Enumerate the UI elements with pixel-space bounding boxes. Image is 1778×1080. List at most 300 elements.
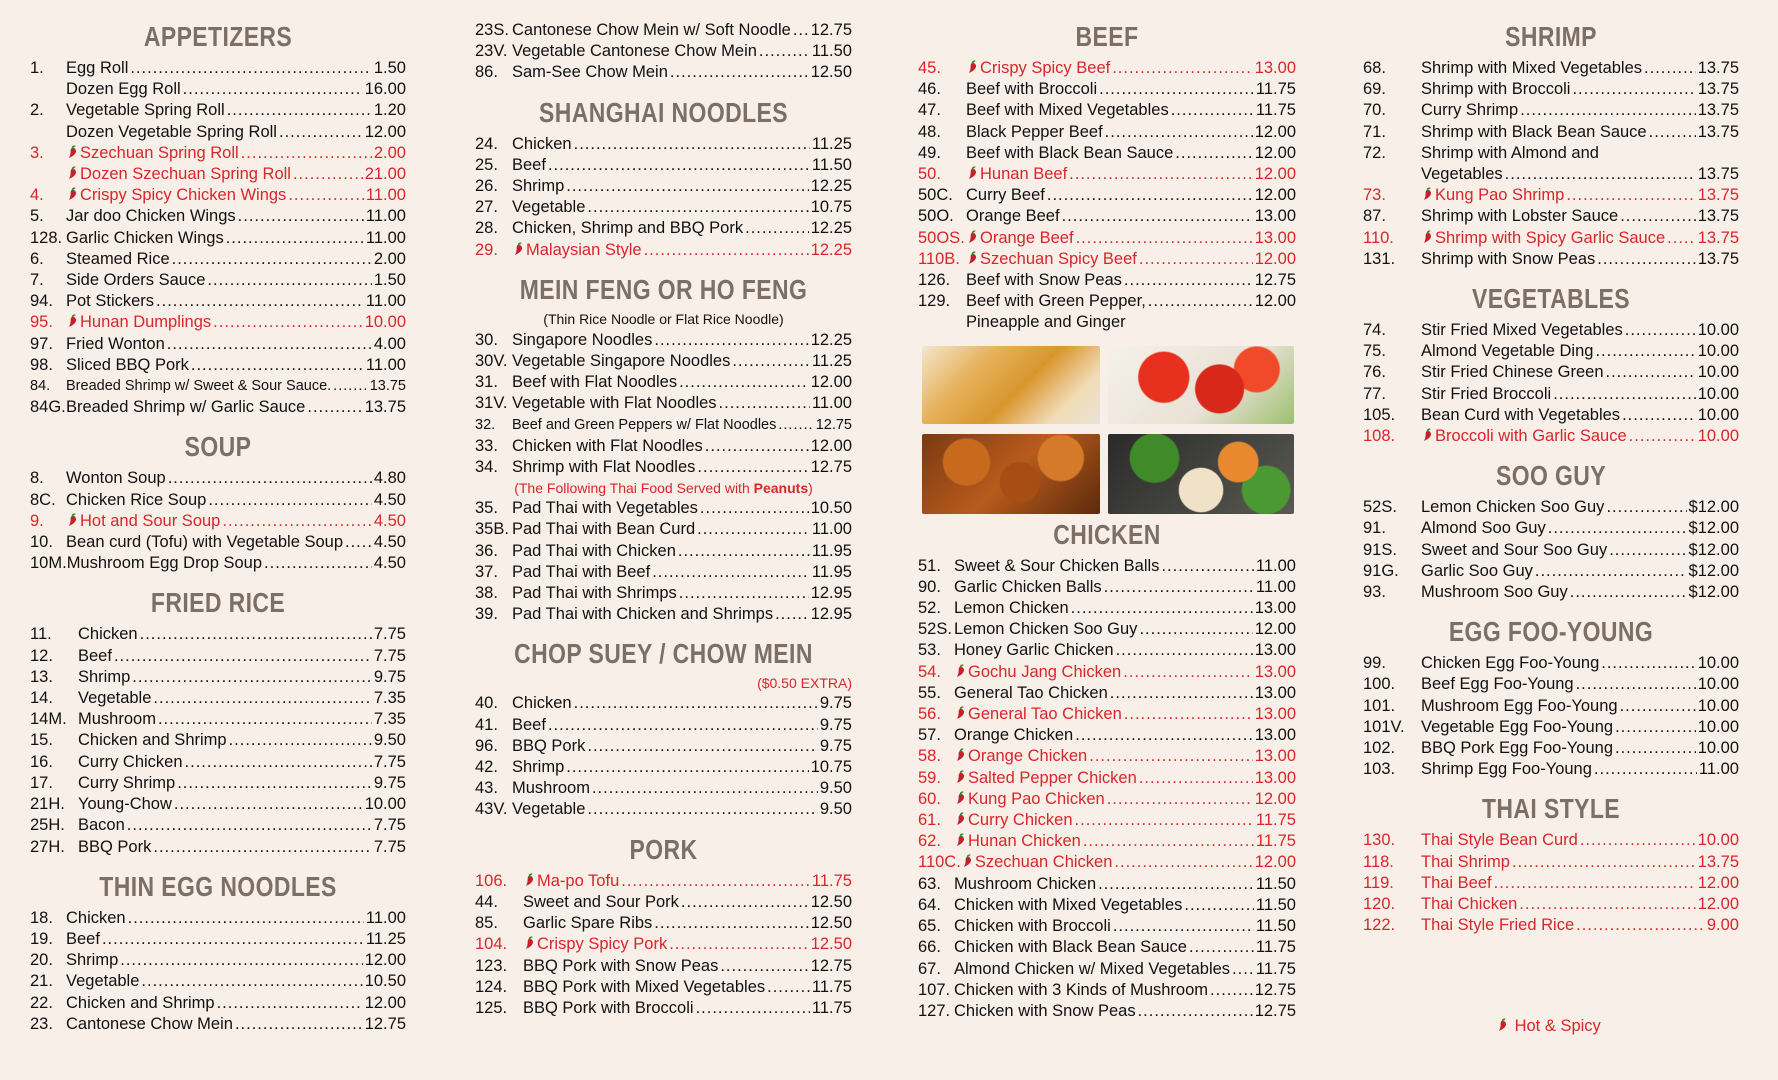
item-name-text: Curry Beef — [966, 186, 1045, 205]
item-name-text: Jar doo Chicken Wings — [66, 207, 236, 226]
menu-item — [475, 155, 852, 176]
item-number: 90. — [918, 577, 941, 596]
menu-item — [30, 624, 406, 645]
chili-pepper-icon — [961, 853, 974, 867]
item-name-text: General Tao Chicken — [954, 683, 1108, 702]
item-name-text: Breaded Shrimp w/ Garlic Sauce — [66, 398, 306, 417]
item-name — [78, 837, 151, 858]
item-price: 13.75 — [1697, 165, 1739, 184]
item-name-text: Chicken — [78, 625, 138, 644]
item-name — [1421, 79, 1570, 100]
leader-dots — [697, 519, 810, 540]
menu-item — [30, 709, 406, 730]
item-name-text: Thai Style Fried Rice — [1421, 916, 1575, 935]
item-number: 72. — [1363, 143, 1386, 162]
leader-dots — [114, 646, 372, 667]
item-price: 13.00 — [1254, 641, 1296, 660]
item-name — [66, 291, 154, 312]
item-number: 40. — [475, 694, 498, 713]
item-price: 13.00 — [1254, 228, 1296, 247]
menu-item — [1363, 915, 1739, 936]
item-name-text: Shrimp with Broccoli — [1421, 80, 1571, 99]
leader-dots — [587, 799, 817, 820]
item-price: 10.00 — [1697, 384, 1739, 403]
item-number: 47. — [918, 101, 941, 120]
item-name — [512, 757, 564, 778]
item-price: 4.80 — [373, 469, 406, 488]
menu-item — [918, 270, 1296, 291]
item-number: 120. — [1363, 895, 1396, 914]
item-name-text: Stir Fried Broccoli — [1421, 384, 1552, 403]
item-number: 42. — [475, 758, 498, 777]
item-price: 12.75 — [810, 21, 852, 39]
menu-item — [30, 532, 406, 553]
item-name-text: Vegetable — [78, 689, 152, 708]
item-name-text: Shrimp with Flat Noodles — [512, 458, 696, 477]
leader-dots — [759, 41, 810, 62]
menu-item — [30, 355, 406, 376]
item-name-text: Steamed Rice — [66, 249, 170, 268]
item-name-text: Chicken with Black Bean Sauce — [954, 938, 1187, 957]
item-number: 6. — [30, 249, 44, 268]
item-price: 2.00 — [373, 143, 406, 162]
leader-dots — [1114, 852, 1252, 873]
menu-item — [475, 519, 852, 540]
item-number: 104. — [475, 935, 508, 954]
item-number: 28. — [475, 219, 498, 238]
leader-dots — [1601, 653, 1695, 674]
section-title: PORK — [629, 833, 698, 865]
menu-item — [475, 62, 852, 83]
item-price: 21.00 — [364, 165, 406, 184]
chili-pepper-icon — [954, 769, 967, 783]
chili-pepper-icon — [954, 811, 967, 825]
item-price: 13.75 — [1697, 249, 1739, 268]
item-price: 13.75 — [1697, 59, 1739, 77]
menu-item — [30, 794, 406, 815]
food-photos — [922, 346, 1296, 514]
menu-section — [30, 870, 406, 1035]
item-name — [954, 662, 1121, 683]
item-name-text: Sliced BBQ Pork — [66, 355, 189, 374]
menu-item — [1363, 582, 1739, 603]
item-price: 7.75 — [373, 837, 406, 856]
item-price: 11.50 — [1255, 917, 1296, 936]
item-name-text: Honey Garlic Chicken — [954, 641, 1114, 660]
item-name-text: Beef — [512, 155, 546, 174]
item-number: 14M. — [30, 710, 67, 729]
menu-item — [1363, 852, 1739, 873]
item-name — [512, 155, 546, 176]
menu-item — [918, 143, 1296, 164]
item-name-text: Almond Soo Guy — [1421, 519, 1546, 538]
item-number: 68. — [1363, 59, 1386, 77]
item-number: 4. — [30, 186, 44, 205]
section-title: SOUP — [184, 431, 252, 463]
item-number: 74. — [1363, 321, 1386, 340]
item-price: 10.00 — [1697, 739, 1739, 758]
leader-dots — [1644, 58, 1696, 79]
item-number: 119. — [1363, 873, 1394, 892]
item-name — [961, 852, 1113, 873]
leader-dots — [1175, 143, 1252, 164]
menu-section — [30, 586, 406, 857]
item-number: 24. — [475, 134, 498, 153]
item-price: 13.00 — [1254, 59, 1296, 77]
menu-item — [918, 577, 1296, 598]
leader-dots — [333, 376, 368, 397]
item-name — [966, 58, 1110, 79]
item-price: 12.50 — [810, 935, 852, 954]
item-name — [66, 100, 225, 121]
leader-dots — [1047, 185, 1253, 206]
leader-dots — [130, 58, 372, 79]
item-price: 9.50 — [819, 779, 852, 798]
item-name — [1421, 100, 1518, 121]
item-number: 54. — [918, 662, 941, 681]
item-number: 30V. — [475, 352, 508, 371]
item-name — [1421, 426, 1627, 447]
leader-dots — [621, 871, 810, 892]
item-price: 9.75 — [373, 773, 406, 792]
item-number: 56. — [918, 705, 941, 724]
menu-item — [30, 270, 406, 291]
item-number: 45. — [918, 59, 941, 77]
item-number: 67. — [918, 959, 941, 978]
item-price: 12.00 — [1254, 292, 1296, 311]
item-name — [512, 20, 791, 41]
item-name — [512, 197, 585, 218]
item-price: 13.75 — [1697, 122, 1739, 141]
item-name — [512, 583, 677, 604]
menu-section — [1363, 282, 1739, 447]
item-name — [1421, 341, 1593, 362]
item-name — [66, 164, 291, 185]
section-title: SOO GUY — [1495, 460, 1607, 492]
item-name — [512, 351, 730, 372]
item-number: 50C. — [918, 186, 953, 205]
item-number: 3. — [30, 143, 44, 162]
menu-item — [1363, 58, 1739, 79]
leader-dots — [1548, 518, 1687, 539]
item-number: 26. — [475, 177, 498, 196]
item-price: 7.75 — [373, 646, 406, 665]
leader-dots — [587, 736, 818, 757]
menu-item — [475, 176, 852, 197]
item-name — [1421, 717, 1613, 738]
item-name-text: Stir Fried Mixed Vegetables — [1421, 321, 1623, 340]
menu-item — [918, 789, 1296, 810]
item-name-text: Chicken and Shrimp — [66, 993, 215, 1012]
item-name-text: Vegetable — [512, 198, 586, 217]
menu-item — [475, 498, 852, 519]
menu-item — [918, 185, 1296, 206]
item-name-text: Bacon — [78, 816, 125, 835]
item-number: 125. — [475, 998, 508, 1017]
menu-item — [1363, 79, 1739, 100]
item-number: 48. — [918, 122, 941, 141]
item-price: 1.20 — [373, 101, 406, 120]
item-name-text: Beef — [78, 646, 112, 665]
item-price: 13.00 — [1254, 683, 1296, 702]
item-number: 66. — [918, 938, 941, 957]
item-price: 4.50 — [373, 490, 406, 509]
item-price: 11.00 — [365, 292, 406, 311]
item-name-text: Pad Thai with Vegetables — [512, 499, 698, 518]
item-name-text: Hot and Sour Soup — [80, 511, 221, 530]
item-price: 10.75 — [810, 758, 852, 777]
section-title: CHICKEN — [1053, 518, 1161, 550]
item-price: 9.75 — [819, 694, 852, 713]
chili-pepper-icon — [954, 832, 967, 846]
item-name — [512, 176, 564, 197]
item-name — [954, 768, 1137, 789]
item-name — [1421, 122, 1647, 143]
leader-dots — [102, 929, 364, 950]
item-number: 38. — [475, 584, 498, 603]
item-price: 12.25 — [810, 240, 852, 259]
menu-item — [475, 799, 852, 820]
item-number: 17. — [30, 773, 53, 792]
item-name — [78, 624, 138, 645]
item-number: 85. — [475, 914, 498, 933]
item-name — [512, 134, 572, 155]
chili-pepper-icon — [66, 313, 79, 327]
item-number: 12. — [30, 646, 53, 665]
item-price: 11.00 — [365, 908, 406, 927]
item-number: 8. — [30, 469, 44, 488]
item-price: 10.75 — [810, 198, 852, 217]
menu-item — [918, 959, 1296, 980]
menu-item — [30, 773, 406, 794]
item-name-text: Ma-po Tofu — [537, 871, 620, 890]
item-name — [512, 498, 698, 519]
menu-item — [475, 736, 852, 757]
item-name — [954, 577, 1102, 598]
leader-dots — [679, 583, 809, 604]
menu-item — [475, 604, 852, 625]
item-name — [512, 519, 695, 540]
item-name — [954, 640, 1114, 661]
item-name-text: Chicken with Flat Noodles — [512, 436, 703, 455]
item-name — [954, 598, 1069, 619]
item-number: 52S. — [918, 620, 952, 639]
leader-dots — [778, 415, 813, 436]
menu-section — [475, 833, 852, 1019]
item-price: 11.00 — [1698, 760, 1739, 779]
item-number: 106. — [475, 871, 508, 890]
item-name — [512, 62, 668, 83]
leader-dots — [132, 667, 372, 688]
item-number: 35B. — [475, 520, 509, 539]
item-number: 2. — [30, 101, 44, 120]
leader-dots — [141, 971, 362, 992]
leader-dots — [293, 164, 363, 185]
item-price: 13.00 — [1254, 726, 1296, 745]
leader-dots — [1210, 980, 1253, 1001]
leader-dots — [167, 334, 372, 355]
item-number: 19. — [30, 929, 53, 948]
leader-dots — [697, 457, 808, 478]
menu-item — [918, 831, 1296, 852]
leader-dots — [207, 270, 371, 291]
item-number: 63. — [918, 874, 941, 893]
menu-item — [475, 393, 852, 414]
item-name-text: BBQ Pork Egg Foo-Young — [1421, 739, 1614, 758]
item-price: 10.00 — [364, 313, 406, 332]
menu-item — [918, 725, 1296, 746]
item-price: 10.00 — [1697, 675, 1739, 694]
item-name-text: Bean curd (Tofu) with Vegetable Soup — [66, 533, 344, 552]
item-price: 10.50 — [810, 499, 852, 518]
item-name-text: Curry Shrimp — [78, 773, 176, 792]
sweet-sour-chicken-photo — [1108, 346, 1294, 424]
item-name-text: BBQ Pork with Snow Peas — [523, 956, 719, 975]
item-price: 12.00 — [1254, 165, 1296, 184]
leader-dots — [1580, 830, 1696, 851]
item-price: 12.75 — [810, 458, 852, 477]
item-name — [954, 959, 1230, 980]
item-name-text: Pad Thai with Shrimps — [512, 584, 677, 603]
leader-dots — [1112, 58, 1252, 79]
item-name — [954, 704, 1122, 725]
item-number: 44. — [475, 892, 498, 911]
item-name-text: Mushroom Soo Guy — [1421, 583, 1568, 602]
item-name — [954, 937, 1187, 958]
menu-item — [1363, 185, 1739, 206]
item-name — [66, 929, 100, 950]
item-number: 53. — [918, 641, 941, 660]
item-name — [78, 646, 112, 667]
menu-item — [475, 977, 852, 998]
item-name — [1421, 206, 1618, 227]
item-name — [1421, 540, 1607, 561]
item-name-text: Shrimp with Spicy Garlic Sauce — [1435, 228, 1666, 247]
item-name — [1421, 830, 1578, 851]
item-name — [1421, 738, 1613, 759]
item-name-text: Orange Beef — [966, 207, 1060, 226]
item-number: 129. — [918, 292, 951, 311]
item-price: 12.00 — [1254, 143, 1296, 162]
leader-dots — [1597, 249, 1695, 270]
item-number: 131. — [1363, 249, 1396, 268]
item-price: 10.00 — [1697, 427, 1739, 446]
menu-item — [918, 249, 1296, 270]
menu-section — [918, 518, 1296, 1022]
item-name-text: Kung Pao Shrimp — [1435, 186, 1565, 205]
item-name-text: Crispy Spicy Beef — [980, 59, 1111, 77]
item-price: $12.00 — [1688, 519, 1739, 538]
item-name-text: Beef with Mixed Vegetables — [966, 101, 1169, 120]
leader-dots — [719, 393, 810, 414]
leader-dots — [1494, 873, 1696, 894]
menu-column-3 — [918, 20, 1296, 1034]
item-name-text: Beef with Broccoli — [966, 80, 1098, 99]
item-price: 11.75 — [1255, 80, 1296, 99]
item-number: 7. — [30, 271, 44, 290]
item-price: 12.00 — [1254, 122, 1296, 141]
menu-item — [918, 895, 1296, 916]
item-number: 110C. — [918, 853, 961, 872]
item-name — [66, 971, 139, 992]
menu-section — [475, 20, 852, 84]
note-bold: Peanuts — [753, 480, 809, 497]
item-number: 77. — [1363, 384, 1386, 403]
menu-item — [475, 562, 852, 583]
leader-dots — [235, 1014, 363, 1035]
item-price: 12.00 — [1254, 186, 1296, 205]
item-name-text: Thai Shrimp — [1421, 852, 1510, 871]
item-name — [512, 778, 590, 799]
menu-item-continued — [1363, 164, 1739, 185]
item-price: 7.75 — [373, 625, 406, 644]
leader-dots — [1069, 164, 1253, 185]
item-name — [66, 376, 331, 397]
menu-item — [30, 291, 406, 312]
item-name-text: Szechuan Spicy Beef — [980, 249, 1137, 268]
item-number: 118. — [1363, 852, 1394, 871]
menu-item — [918, 746, 1296, 767]
item-name-text: Almond Vegetable Ding — [1421, 342, 1594, 361]
item-price: 7.75 — [373, 816, 406, 835]
menu-item — [918, 640, 1296, 661]
leader-dots — [1625, 320, 1696, 341]
item-name-continued: Pineapple and Ginger — [966, 313, 1126, 332]
item-number: 59. — [918, 768, 941, 787]
item-name-text: Shrimp — [66, 951, 119, 970]
item-name — [1421, 759, 1592, 780]
item-name — [1421, 58, 1642, 79]
section-title: CHOP SUEY / CHOW MEIN — [514, 638, 813, 670]
menu-item — [475, 934, 852, 955]
item-number: 108. — [1363, 427, 1396, 446]
item-number: 101V. — [1363, 717, 1405, 736]
leader-dots — [1075, 725, 1252, 746]
item-number: 64. — [918, 895, 941, 914]
item-name — [966, 249, 1137, 270]
item-name-text: Vegetables — [1421, 165, 1503, 184]
menu-item — [475, 757, 852, 778]
menu-item — [30, 752, 406, 773]
item-name-text: Shrimp — [512, 177, 565, 196]
menu-item — [30, 185, 406, 206]
chili-pepper-icon — [954, 663, 967, 677]
item-name-text: Vegetable — [66, 972, 140, 991]
leader-dots — [174, 794, 363, 815]
item-price: 11.75 — [811, 977, 852, 996]
item-name-text: Bean Curd with Vegetables — [1421, 405, 1621, 424]
item-number: 27. — [475, 198, 498, 217]
leader-dots — [1148, 291, 1253, 312]
chili-pepper-icon — [1496, 1018, 1509, 1032]
menu-item — [918, 619, 1296, 640]
leader-dots — [1139, 619, 1252, 640]
item-name-text: Garlic Spare Ribs — [523, 914, 653, 933]
menu-section — [30, 20, 406, 418]
item-price: 13.75 — [364, 398, 406, 417]
menu-item — [475, 998, 852, 1019]
item-price: 11.00 — [811, 520, 852, 539]
menu-section — [475, 637, 852, 820]
menu-item — [30, 837, 406, 858]
item-number: 122. — [1363, 916, 1396, 935]
menu-section — [1363, 792, 1739, 936]
item-price: $12.00 — [1688, 561, 1739, 580]
item-name-text: Mushroom Chicken — [954, 874, 1097, 893]
item-price: 12.50 — [810, 63, 852, 82]
item-price: 4.00 — [373, 334, 406, 353]
item-price: 10.00 — [1697, 831, 1739, 850]
